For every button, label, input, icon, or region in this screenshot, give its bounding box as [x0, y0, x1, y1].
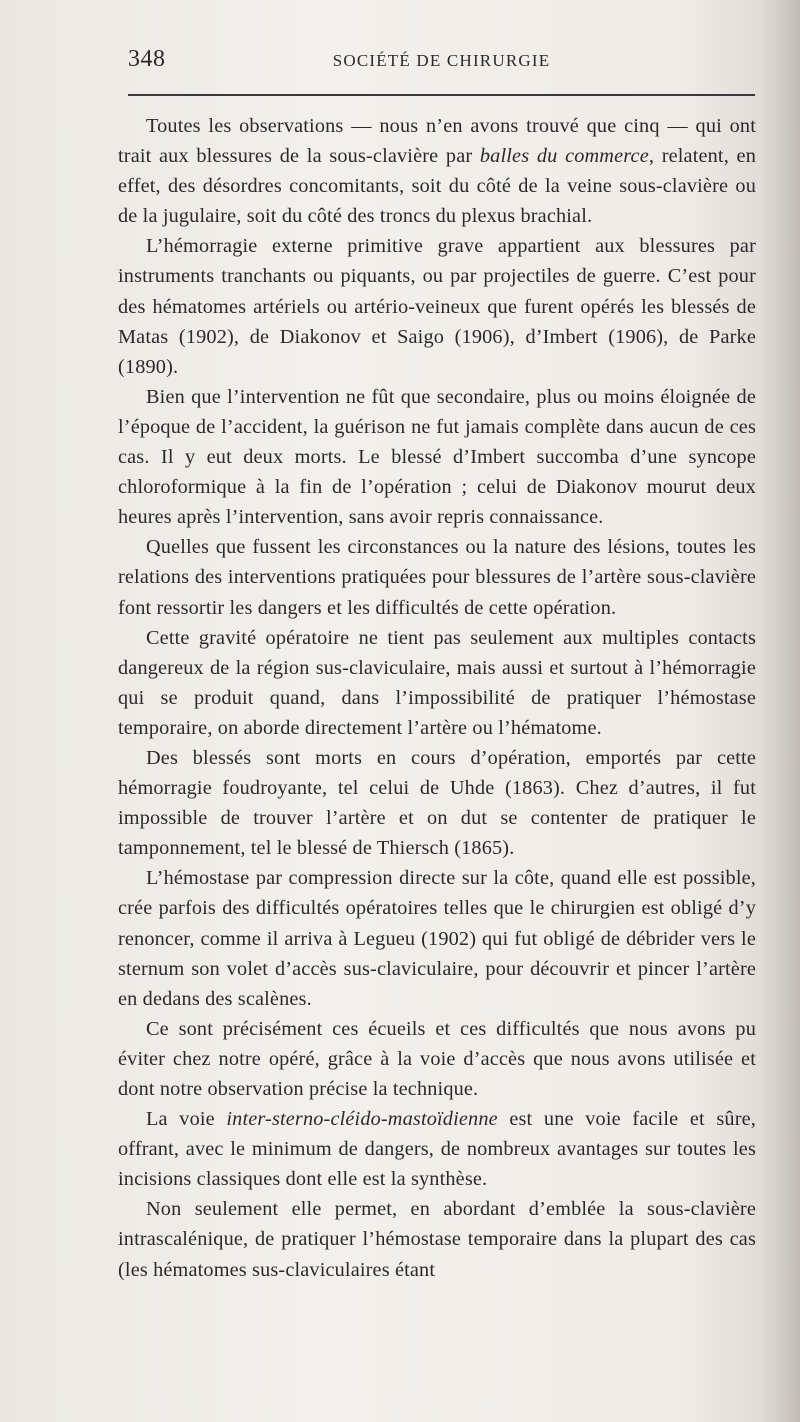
paragraph-9: La voie inter-sterno-cléido-mastoïdienne est une voie facile et sûre, offrant, avec le minimum de dangers, de nombreux avantages sur toutes les incisions classiques dont elle est la synthèse.: [118, 1108, 756, 1191]
paragraph-4: Quelles que fussent les circonstances ou la nature des lésions, toutes les relations des interventions pratiquées pour blessures de l’artère sous-clavière font ressortir les dangers et les difficultés de cette opération.: [118, 536, 756, 619]
paragraph-8: Ce sont précisément ces écueils et ces difficultés que nous avons pu éviter chez notre opéré, grâce à la voie d’accès que nous avons utilisée et dont notre observation précise la technique.: [118, 1017, 756, 1100]
paragraph-7: L’hémostase par compression directe sur la côte, quand elle est possible, crée parfois des difficultés opératoires telles que le chirurgien est obligé d’y renoncer, comme il arriva à Legueu (1902) qui fut obligé de débrider vers le sternum son volet d’accès sus-claviculaire, pour découvrir et pincer l’artère en dedans des scalènes.: [118, 867, 756, 1010]
body-text: [118, 111, 756, 1285]
paragraph-6: Des blessés sont morts en cours d’opération, emportés par cette hémorragie foudroyante, tel celui de Uhde (1863). Chez d’autres, il fut impossible de trouver l’artère et on dut se contenter de pratiquer le tamponnement, tel le blessé de Thiersch (1865).: [118, 746, 756, 860]
emphasis-voie-name: inter-sterno-cléido-mastoïdienne: [226, 1108, 498, 1131]
emphasis-balles-du-commerce: balles du commerce: [479, 145, 649, 168]
paragraph-10: Non seulement elle permet, en abordant d’emblée la sous-clavière intrascalénique, de pratiquer l’hémostase temporaire dans la plupart des cas (les hématomes sus-claviculaires étant: [118, 1198, 756, 1281]
paragraph-5: Cette gravité opératoire ne tient pas seulement aux multiples contacts dangereux de la région sus-claviculaire, mais aussi et surtout à l’hémorragie qui se produit quand, dans l’impossibilité de pratiquer l’hémostase temporaire, on aborde directement l’artère ou l’hématome.: [118, 626, 756, 739]
paragraph-1: Toutes les observations — nous n’en avons trouvé que cinq — qui ont trait aux blessures de la sous-clavière par balles du commerce, relatent, en effet, des désordres concomitants, soit du côté de la veine sous-clavière ou de la jugulaire, soit du côté des troncs du plexus brachial.: [118, 115, 756, 228]
page-header: [128, 46, 755, 76]
paragraph-3: Bien que l’intervention ne fût que secondaire, plus ou moins éloignée de l’époque de l’accident, la guérison ne fut jamais complète dans aucun de ces cas. Il y eut deux morts. Le blessé d’Imbert succomba d’une syncope chloroformique à la fin de l’opération ; celui de Diakonov mourut deux heures après l’intervention, sans avoir repris connaissance.: [118, 385, 756, 529]
paragraph-2: L’hémorragie externe primitive grave appartient aux blessures par instruments tranchants ou piquants, ou par projectiles de guerre. C’est pour des hématomes artériels ou artério-veineux que furent opérés les blessés de Matas (1902), de Diakonov et Saigo (1906), d’Imbert (1906), de Parke (1890).: [118, 235, 756, 378]
page-number: 348: [128, 46, 166, 72]
page-edge-shadow: [760, 0, 800, 1422]
running-title: SOCIÉTÉ DE CHIRURGIE: [332, 51, 551, 70]
header-rule: [128, 94, 755, 96]
